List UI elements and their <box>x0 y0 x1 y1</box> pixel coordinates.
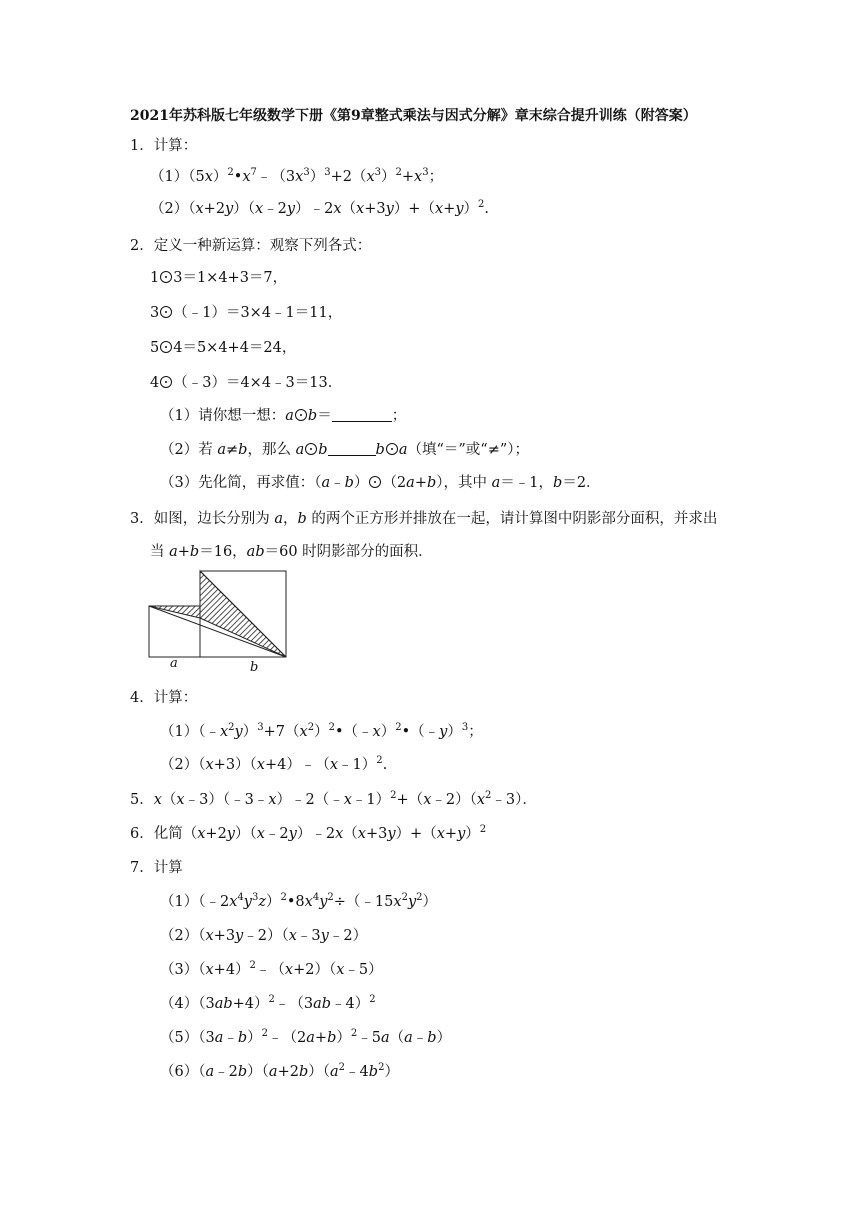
q2-part1: （1）请你想一想：a b＝ ； <box>160 408 407 424</box>
q2-part2: （2）若 a≠b，那么 a b b a（填“＝”或“≠”）； <box>160 442 530 458</box>
q7-part5: $(5)(3a﹣b)^2﹣(2a+b)^2﹣5a(a﹣b)$ <box>160 1028 452 1046</box>
label-a: a <box>170 656 178 671</box>
q2-heading: 2．定义一种新运算：观察下列各式： <box>130 238 372 254</box>
q5-expression: 5．$x(x﹣3)(﹣3﹣x)﹣2(﹣x﹣1)^2+(x﹣2)(x^2﹣3)$． <box>130 790 537 808</box>
odot-operator-icon <box>305 443 317 455</box>
odot-operator-icon <box>160 306 172 318</box>
odot-operator-icon <box>386 443 398 455</box>
q4-heading: 4．计算： <box>130 690 198 706</box>
q7-part2: （2）（x+3y﹣2）（x﹣3y﹣2） <box>160 928 368 944</box>
q3-line2: 当 a+b＝16，ab＝60 时阴影部分的面积． <box>150 544 433 560</box>
q7-part1: $(1)(﹣2x^4y^3z)^2•8x^4y^2\div(﹣15x^2y^2)$ <box>160 892 438 910</box>
q1-part1: $(1)(5x)^2•x^7﹣(3x^3)^3+2(x^3)^2+x^3$； <box>150 167 444 185</box>
q6-expression: 6．化简$(x+2y)(x﹣2y)﹣2x(x+3y)+(x+y)^2$ <box>130 824 487 842</box>
label-b: b <box>250 660 259 675</box>
q2-part3: （3）先化简，再求值：（a﹣b） （2a+b），其中 a＝﹣1，b＝2． <box>160 475 601 491</box>
two-squares-figure <box>148 568 293 678</box>
q1-heading: 1．计算： <box>130 138 198 154</box>
q4-part1: $(1)(﹣x^2y)^3+7(x^2)^2•(﹣x)^2•(﹣y)^3$； <box>160 722 483 740</box>
q2-example4: 4 （﹣3）＝4×4﹣3＝13． <box>150 375 343 391</box>
q4-part2: （2）（x+3）（x+4）﹣（x﹣1）$^2$. <box>160 755 388 773</box>
odot-operator-icon <box>295 409 307 421</box>
q2-example3: 5 4＝5×4+4＝24， <box>150 340 297 356</box>
odot-operator-icon <box>160 341 172 353</box>
q7-part3: $(3)(x+4)^2﹣(x+2)(x﹣5)$ <box>160 960 383 978</box>
q2-example1: 1 3＝1×4+3＝7， <box>150 270 288 286</box>
q7-heading: 7．计算 <box>130 860 183 876</box>
shaded-triangle-small <box>149 606 200 618</box>
odot-operator-icon <box>369 476 381 488</box>
q3-line1: 3．如图，边长分别为 a，b 的两个正方形并排放在一起，请计算图中阴影部分面积，并求出 <box>130 511 718 527</box>
odot-operator-icon <box>160 376 172 388</box>
q7-part6: $(6)(a﹣2b)(a+2b)(a^2﹣4b^2)$ <box>160 1062 399 1080</box>
odot-operator-icon <box>160 271 172 283</box>
answer-blank <box>328 441 376 456</box>
document-title: 2021年苏科版七年级数学下册《第9章整式乘法与因式分解》章末综合提升训练（附答案） <box>130 108 697 124</box>
q2-example2: 3 （﹣1）＝3×4﹣1＝11， <box>150 305 343 321</box>
q7-part4: $(4)(3ab+4)^2﹣(3ab﹣4)^2$ <box>160 994 376 1012</box>
answer-blank <box>332 407 392 422</box>
q1-part2: $(2)(x+2y)(x﹣2y)﹣2x(x+3y)+(x+y)^2$. <box>150 199 489 217</box>
